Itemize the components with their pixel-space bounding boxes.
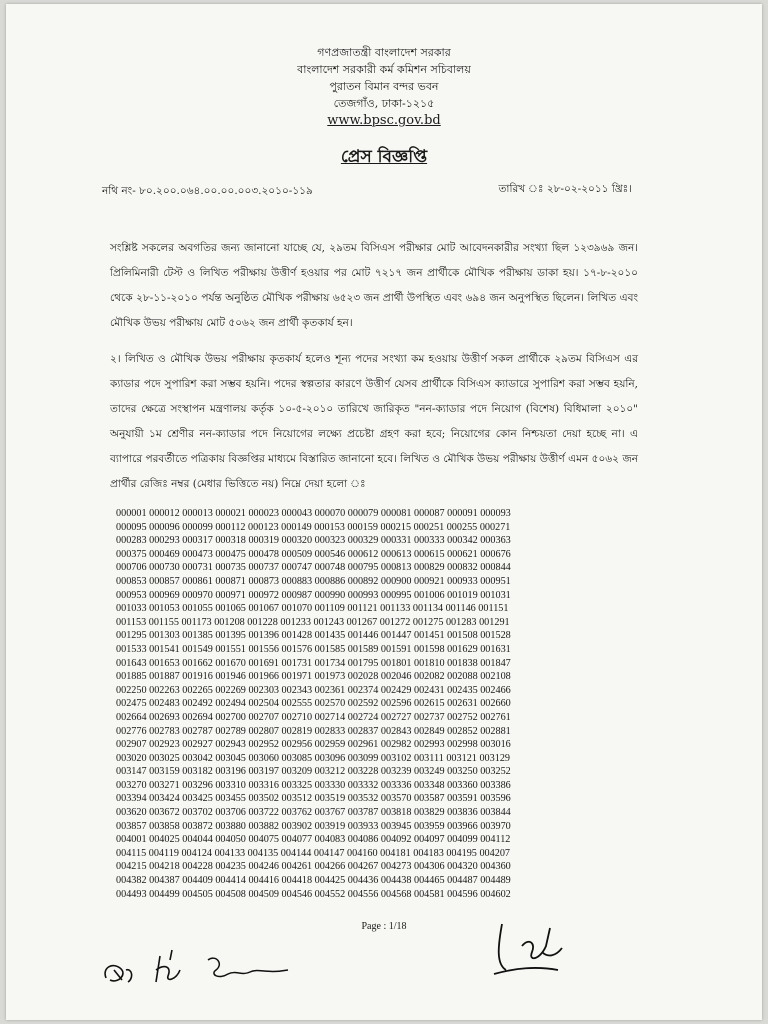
letterhead xyxy=(6,44,762,130)
header-website-link[interactable]: www.bpsc.gov.bd xyxy=(327,113,441,128)
registration-row: 002776 002783 002787 002789 002807 002819 002833 002837 002843 002849 002852 002881 xyxy=(116,725,511,737)
registration-row: 000853 000857 000861 000871 000873 000883 000886 000892 000900 000921 000933 000951 xyxy=(116,575,511,587)
signatures-left xyxy=(98,940,298,990)
page-title: প্রেস বিজ্ঞপ্তি xyxy=(340,147,428,167)
registration-row: 002475 002483 002492 002494 002504 002555 002570 002592 002596 002615 002631 002660 xyxy=(116,698,511,710)
registration-row: 000375 000469 000473 000475 000478 000509 000546 000612 000613 000615 000621 000676 xyxy=(116,548,511,560)
registration-row: 002250 002263 002265 002269 002303 002343 002361 002374 002429 002431 002435 002466 xyxy=(116,684,511,696)
registration-row: 000706 000730 000731 000735 000737 000747 000748 000795 000813 000829 000832 000844 xyxy=(116,562,511,574)
registration-number-list xyxy=(116,507,656,901)
registration-row: 001295 001303 001385 001395 001396 001428 001435 001446 001447 001451 001508 001528 xyxy=(116,630,511,642)
registration-row: 004382 004387 004409 004414 004416 004418 004425 004436 004438 004465 004487 004489 xyxy=(116,875,511,887)
signature-officer xyxy=(476,916,576,986)
memo-number: নথি নং- ৮০.২০০.০৬৪.০০.০০.০০৩.২০১০-১১৯ xyxy=(102,185,313,197)
registration-row: 003270 003271 003296 003310 003316 003325 003330 003332 003336 003348 003360 003386 xyxy=(116,779,511,791)
paragraph-2: ২। লিখিত ও মৌখিক উভয় পরীক্ষায় কৃতকার্য হলেও শূন্য পদের সংখ্যা কম হওয়ায় উত্তীর্ণ সকল প্রার্থীকে ২৯তম বিসিএস এর ক্যাডার পদে সুপারিশ করা সম্ভব হয়নি। পদের স্বল্পতার কারণে উত্তীর্ণ যেসব প্রার্থীকে বিসিএস ক্যাডারে সুপারিশ করা সম্ভব হয়নি, তাদের ক্ষেত্রে সংস্থাপন মন্ত্রণালয় কর্তৃক ১০-৫-২০১০ তারিখে জারিকৃত "নন-ক্যাডার পদে নিয়োগ (বিশেষ) বিধিমালা ২০১০" অনুযায়ী ১ম শ্রেণীর নন-ক্যাডার পদে নিয়োগের লক্ষ্যে প্রচেষ্টা গ্রহণ করা হবে; নিয়োগের কোন নিশ্চয়তা দেয়া হচ্ছে না। এ ব্যাপারে পরবর্তীতে পত্রিকায় বিজ্ঞপ্তির মাধ্যমে বিস্তারিত জানানো হবে। লিখিত ও মৌখিক উভয় পরীক্ষায় উত্তীর্ণ এমন ৫০৬২ জন প্রার্থীর রেজিঃ নম্বর (মেধার ভিত্তিতে নয়) নিম্নে দেয়া হলো ঃ xyxy=(110,353,638,490)
registration-row: 000283 000293 000317 000318 000319 000320 000323 000329 000331 000333 000342 000363 xyxy=(116,535,511,547)
registration-row: 003147 003159 003182 003196 003197 003209 003212 003228 003239 003249 003250 003252 xyxy=(116,766,511,778)
registration-row: 002664 002693 002694 002700 002707 002710 002714 002724 002727 002737 002752 002761 xyxy=(116,711,511,723)
registration-row: 004115 004119 004124 004133 004135 004144 004147 004160 004181 004183 004195 004207 xyxy=(116,847,511,859)
registration-row: 003857 003858 003872 003880 003882 003902 003919 003933 003945 003959 003966 003970 xyxy=(116,820,511,832)
registration-row: 000095 000096 000099 000112 000123 000149 000153 000159 000215 000251 000255 000271 xyxy=(116,521,511,533)
registration-row: 001643 001653 001662 001670 001691 001731 001734 001795 001801 001810 001838 001847 xyxy=(116,657,511,669)
registration-row: 000953 000969 000970 000971 000972 000987 000990 000993 000995 001006 001019 001031 xyxy=(116,589,511,601)
registration-row: 004001 004025 004044 004050 004075 004077 004083 004086 004092 004097 004099 004112 xyxy=(116,834,511,846)
registration-row: 001153 001155 001173 001208 001228 001233 001243 001267 001272 001275 001283 001291 xyxy=(116,616,510,628)
registration-row: 001533 001541 001549 001551 001556 001576 001585 001589 001591 001598 001629 001631 xyxy=(116,643,511,655)
page-number: Page : 1/18 xyxy=(361,921,407,932)
header-government: গণপ্রজাতন্ত্রী বাংলাদেশ সরকার xyxy=(317,46,451,59)
registration-row: 001033 001053 001055 001065 001067 001070 001109 001121 001133 001134 001146 001151 xyxy=(116,603,509,615)
document-page xyxy=(6,4,762,1020)
registration-row: 001885 001887 001916 001946 001966 001971 001973 002028 002046 002082 002088 002108 xyxy=(116,671,511,683)
header-commission: বাংলাদেশ সরকারী কর্ম কমিশন সচিবালয় xyxy=(297,63,471,76)
registration-row: 000001 000012 000013 000021 000023 000043 000070 000079 000081 000087 000091 000093 xyxy=(116,508,511,519)
registration-row: 003620 003672 003702 003706 003722 003762 003767 003787 003818 003829 003836 003844 xyxy=(116,807,511,819)
registration-row: 002907 002923 002927 002943 002952 002956 002959 002961 002982 002993 002998 003016 xyxy=(116,739,511,751)
registration-row: 003394 003424 003425 003455 003502 003512 003519 003532 003570 003587 003591 003596 xyxy=(116,793,511,805)
header-address: তেজগাঁও, ঢাকা-১২১৫ xyxy=(333,97,435,110)
memo-date: তারিখ ঃ ২৮-০২-২০১১ খ্রিঃ। xyxy=(498,183,632,195)
registration-row: 004493 004499 004505 004508 004509 004546 004552 004556 004568 004581 004596 004602 xyxy=(116,888,511,900)
paragraph-1: সংশ্লিষ্ট সকলের অবগতির জন্য জানানো যাচ্ছে যে, ২৯তম বিসিএস পরীক্ষার মোট আবেদনকারীর সংখ্যা ছিল ১২৩৯৬৯ জন। প্রিলিমিনারী টেস্ট ও লিখিত পরীক্ষায় উত্তীর্ণ হওয়ার পর মোট ৭২১৭ জন প্রার্থীকে মৌখিক পরীক্ষায় ডাকা হয়। ১৭-৮-২০১০ থেকে ২৮-১১-২০১০ পর্যন্ত অনুষ্ঠিত মৌখিক পরীক্ষায় ৬৫২৩ জন প্রার্থী উপস্থিত এবং ৬৯৪ জন অনুপস্থিত ছিলেন। লিখিত এবং মৌখিক উভয় পরীক্ষায় মোট ৫০৬২ জন প্রার্থী কৃতকার্য হন। xyxy=(110,242,638,329)
registration-row: 004215 004218 004228 004235 004246 004261 004266 004267 004273 004306 004320 004360 xyxy=(116,861,511,873)
header-building: পুরাতন বিমান বন্দর ভবন xyxy=(329,80,439,93)
registration-row: 003020 003025 003042 003045 003060 003085 003096 003099 003102 003111 003121 003129 xyxy=(116,752,511,764)
